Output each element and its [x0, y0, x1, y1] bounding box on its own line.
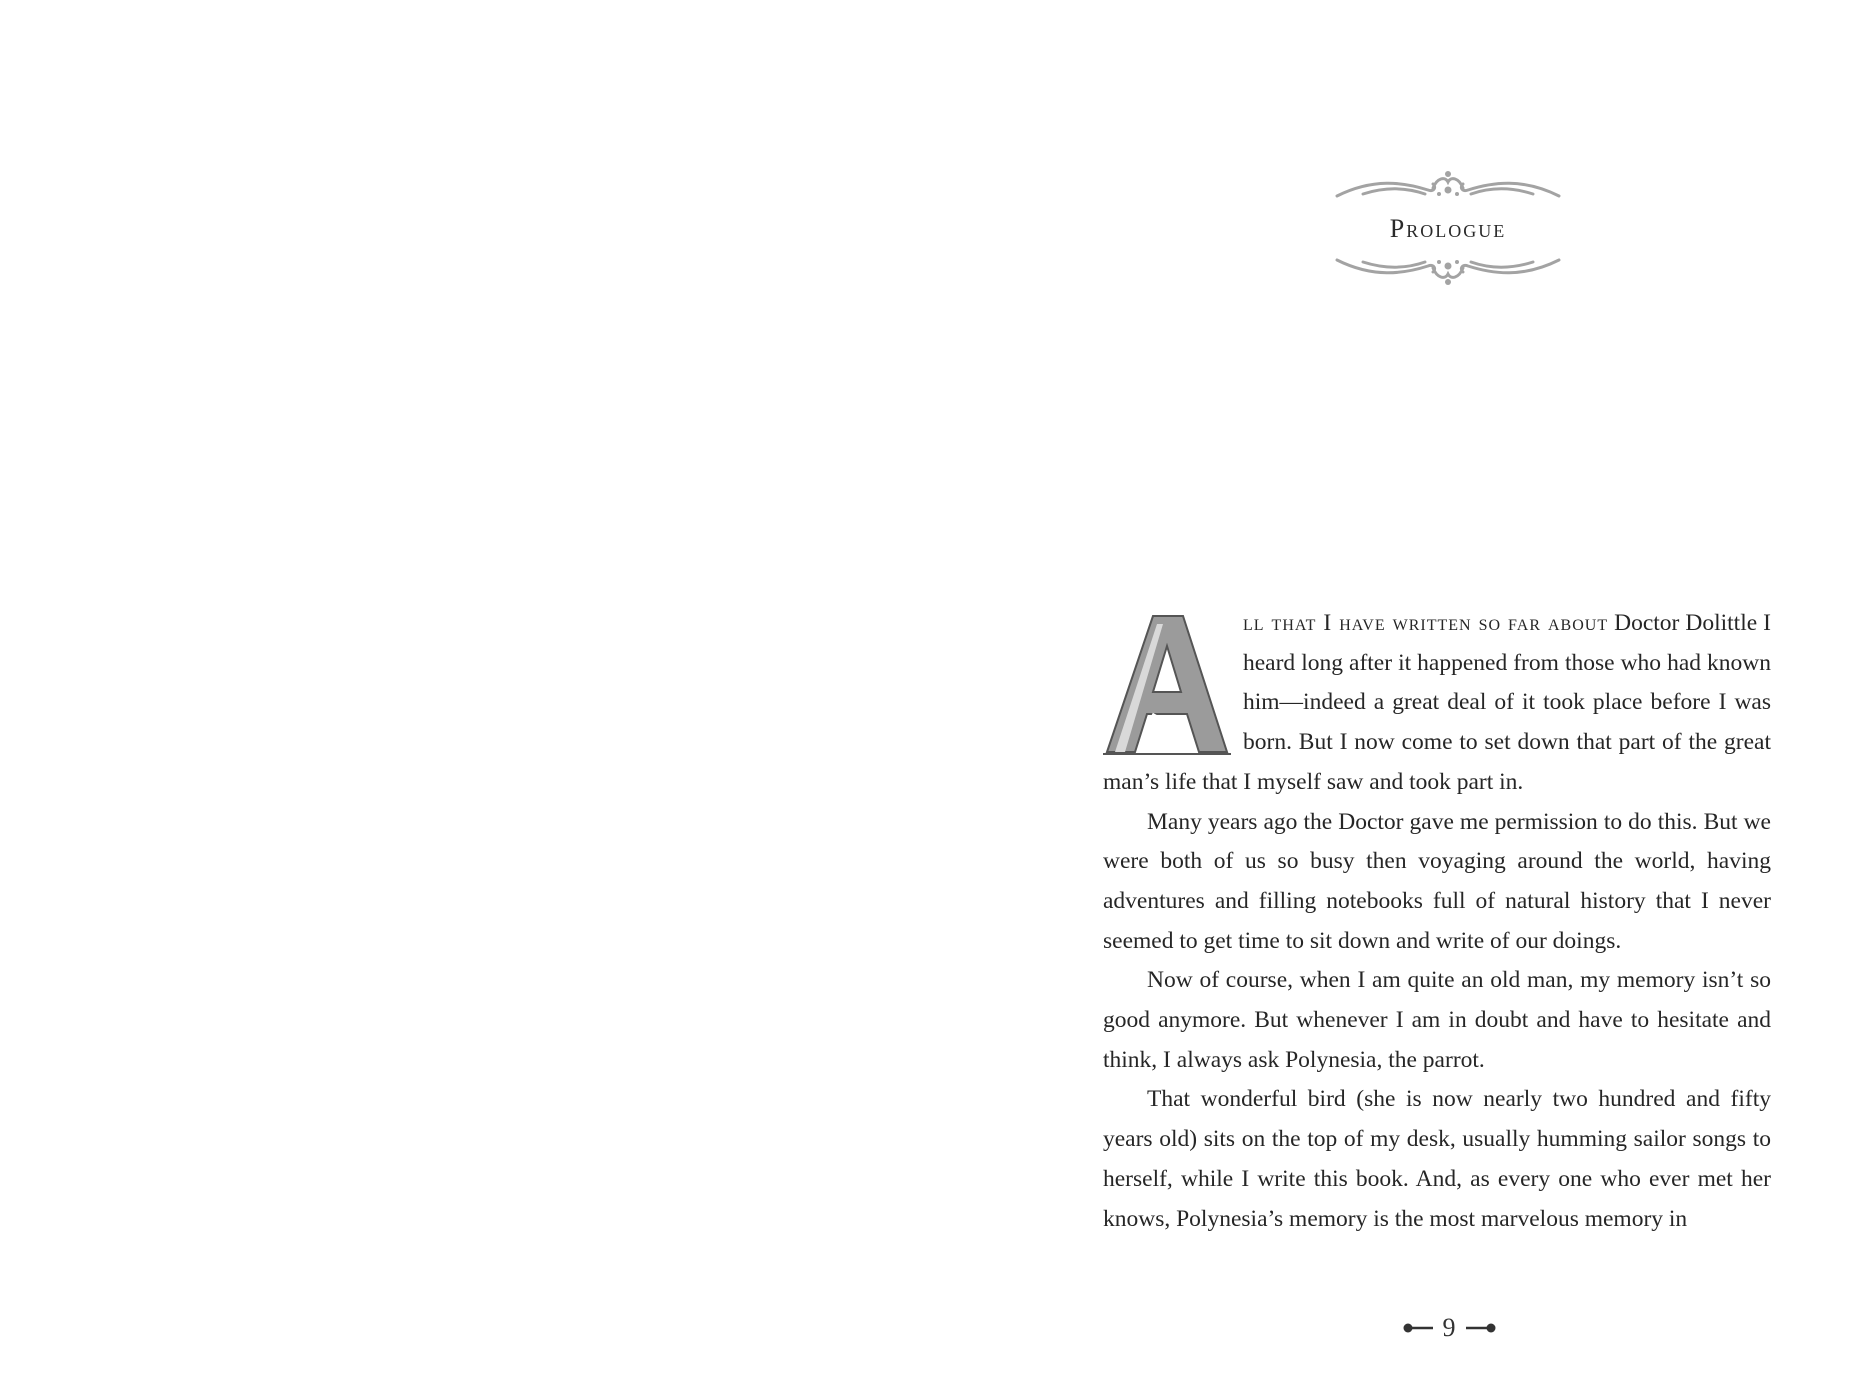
page-number: 9: [1442, 1313, 1456, 1343]
paragraph-first-text: Doctor Dolittle I heard long after it happened from those who had known him—indeed a great deal of it took place before I was born. But I now come to set down that part of the great man’s life that I myself saw and took part in.: [1103, 610, 1771, 795]
bottom-flourish-icon: [1333, 252, 1563, 288]
lead-in-small-caps: ll that I have written so far about: [1243, 610, 1609, 636]
chapter-heading: [1323, 168, 1573, 288]
dropcap-a-icon: [1103, 610, 1231, 756]
paragraph-second: Many years ago the Doctor gave me permission to do this. But we were both of us so busy then voyaging around the world, having adventures and filling notebooks full of natural history that I never seemed to get time to sit down and write of our doings.: [1103, 808, 1771, 954]
paragraph-third: Now of course, when I am quite an old man, my memory isn’t so good anymore. But whenever I am in doubt and have to hesitate and think, I always ask Polynesia, the parrot.: [1103, 967, 1771, 1073]
folio-left-dash-icon: [1403, 1322, 1433, 1334]
right-page: [931, 0, 1862, 1396]
top-flourish-icon: [1333, 168, 1563, 204]
page-folio: [1389, 1308, 1509, 1346]
chapter-title: Prologue: [1389, 214, 1507, 243]
folio-right-dash-icon: [1466, 1322, 1496, 1334]
prologue-body: [1103, 604, 1771, 1239]
paragraph-fourth: That wonderful bird (she is now nearly two hundred and fifty years old) sits on the top of my desk, usually humming sailor songs to herself, while I write this book. And, as every one who ever met her knows, Polynesia’s memory is the most marvelous memory in: [1103, 1086, 1771, 1232]
